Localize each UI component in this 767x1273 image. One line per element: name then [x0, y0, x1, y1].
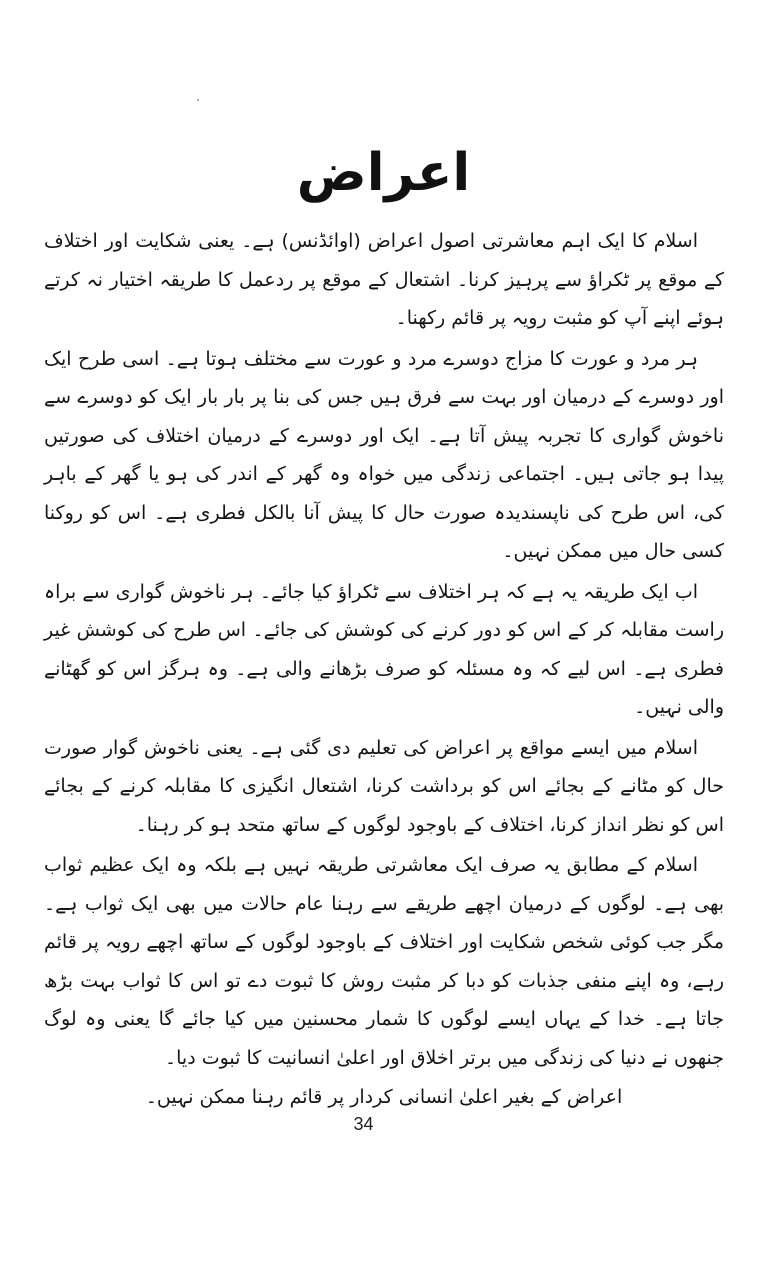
scan-speck: [197, 99, 199, 101]
paragraph-1: اسلام کا ایک اہم معاشرتی اصول اعراض (اوائڈنس) ہے۔ یعنی شکایت اور اختلاف کے موقع پر ٹکراؤ سے پرہیز کرنا۔ اشتعال کے موقع پر ردعمل کا طریقہ اختیار نہ کرتے ہوئے اپنے آپ کو مثبت رویہ پر قائم رکھنا۔: [44, 230, 724, 329]
closing-line: اعراض کے بغیر اعلیٰ انسانی کردار پر قائم رہنا ممکن نہیں۔: [145, 1086, 623, 1108]
paragraph-4: اسلام میں ایسے مواقع پر اعراض کی تعلیم دی گئی ہے۔ یعنی ناخوش گوار صورت حال کو مٹانے کے بجائے اس کو برداشت کرنا، اشتعال انگیزی کا مقابلہ کرنے کے بجائے اس کو نظر انداز کرنا، اختلاف کے باوجود لوگوں کے ساتھ متحد ہو کر رہنا۔: [44, 736, 724, 836]
paragraph-3: اب ایک طریقہ یہ ہے کہ ہر اختلاف سے ٹکراؤ کیا جائے۔ ہر ناخوش گواری سے براہ راست مقابلہ کر کے اس کو دور کرنے کی کوشش کی جائے۔ اس طرح کی کوشش غیر فطری ہے۔ اس لیے کہ وہ مسئلہ کو صرف بڑھانے والی ہے۔ وہ ہرگز اس کو گھٹانے والی نہیں۔: [44, 580, 724, 718]
paragraph-2: ہر مرد و عورت کا مزاج دوسرے مرد و عورت سے مختلف ہوتا ہے۔ اسی طرح ایک اور دوسرے کے درمیان اور بہت سے فرق ہیں جس کی بنا پر بار بار ایک کو دوسرے سے ناخوش گواری کا تجربہ پیش آتا ہے۔ ایک اور دوسرے کے درمیان اختلاف کی صورتیں پیدا ہو جاتی ہیں۔ اجتماعی زندگی میں خواہ وہ گھر کے اندر کی ہو یا گھر کے باہر کی، اس طرح کی ناپسندیدہ صورت حال کا پیش آنا بالکل فطری ہے۔ اس کو روکنا کسی حال میں ممکن نہیں۔: [44, 347, 724, 562]
page-title: اعراض: [296, 143, 471, 203]
article-body: [44, 222, 724, 1079]
page-number-container: [0, 1113, 767, 1135]
paragraph-5: اسلام کے مطابق یہ صرف ایک معاشرتی طریقہ نہیں ہے بلکہ وہ ایک عظیم ثواب بھی ہے۔ لوگوں کے درمیان اچھے طریقے سے رہنا عام حالات میں بھی ایک ثواب ہے۔ مگر جب کوئی شخص شکایت اور اختلاف کے باوجود لوگوں کے ساتھ اچھے رویہ پر قائم رہے، وہ اپنے منفی جذبات کو دبا کر مثبت روش کا ثبوت دے تو اس کا ثواب بہت بڑھ جاتا ہے۔ خدا کے یہاں ایسے لوگوں کا شمار محسنین میں کیا جائے گا یعنی وہ لوگ جنھوں نے دنیا کی زندگی میں برتر اخلاق اور اعلیٰ انسانیت کا ثبوت دیا۔: [44, 854, 724, 1069]
page-number: 34: [353, 1114, 374, 1134]
